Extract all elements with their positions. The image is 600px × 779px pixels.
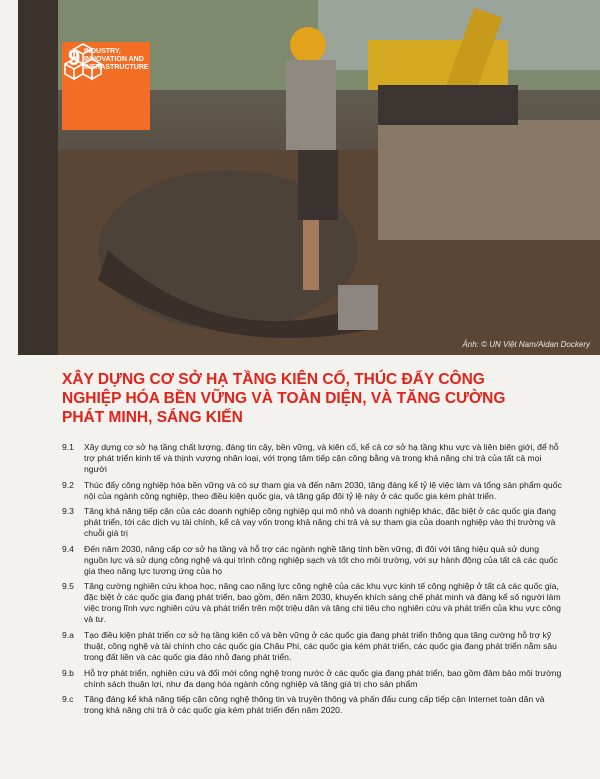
target-text: Tăng cường nghiên cứu khoa học, nâng cao năng lực công nghệ của các khu vực kinh tế công nghiệp ở tất cả các quốc gia, đặc biệt ở các quốc gia đang phát triển, bao gồm, đến năm 2030, khuyến khích sáng chế phát minh và đáng kể số người làm việc trong lĩnh vực nghiên cứu và phát triển trên một triệu dân và tăng chi tiêu cho nghiên cứu và phát triển của khu vực công và tư. — [84, 581, 561, 625]
target-number: 9.2 — [62, 479, 74, 490]
target-text: Đến năm 2030, nâng cấp cơ sở hạ tầng và hỗ trợ các ngành nghề tăng tính bền vững, đi đôi với tăng hiệu quả sử dụng nguồn lực và sử dụng công nghệ và qui trình công nghiệp sạch và tốt cho môi trường, với sự hành động của tất cả các quốc gia theo năng lực tương ứng của họ — [84, 543, 558, 576]
header-photo — [18, 0, 600, 355]
target-text: Hỗ trợ phát triển, nghiên cứu và đổi mới công nghệ trong nước ở các quốc gia đang phát triển, bao gồm đảm bảo môi trường chính sách thuận lợi, như đa dạng hóa ngành công nghiệp và tăng giá trị cho sản phẩm — [84, 667, 562, 689]
list-item — [62, 694, 562, 716]
target-number: 9.4 — [62, 543, 74, 554]
list-item — [62, 668, 562, 690]
target-number: 9.1 — [62, 442, 74, 452]
list-item — [62, 544, 562, 577]
sdg-9-badge — [62, 42, 150, 130]
cubes-icon — [62, 42, 104, 84]
list-item — [62, 442, 562, 475]
list-item — [62, 630, 562, 663]
target-number: 9.5 — [62, 581, 74, 592]
page-title: XÂY DỰNG CƠ SỞ HẠ TẦNG KIÊN CỐ, THÚC ĐẨY CÔNG NGHIỆP HÓA BỀN VỮNG VÀ TOÀN DIỆN, VÀ TĂNG CƯỜNG PHÁT MINH, SÁNG KIẾN — [62, 371, 506, 426]
sdg-label: INDUSTRY, INNOVATION AND INFRASTRUCTURE — [84, 48, 149, 71]
sdg-number: 9 — [68, 45, 81, 70]
target-number: 9.a — [62, 629, 74, 640]
targets-list — [62, 442, 562, 721]
list-item — [62, 480, 562, 502]
target-number: 9.b — [62, 667, 74, 678]
target-text: Thúc đẩy công nghiệp hóa bền vững và có sự tham gia và đến năm 2030, tăng đáng kể tỷ lệ việc làm và tổng sản phẩm quốc nội của ngành công nghiệp, theo điều kiện quốc gia, và tăng gấp đôi tỷ lệ này ở các quốc gia kém phát triển. — [84, 479, 562, 501]
target-text: Xây dựng cơ sở hạ tầng chất lượng, đáng tin cậy, bền vững, và kiên cố, kể cả cơ sở hạ tầng khu vực và liên biên giới, để hỗ trợ phát triển kinh tế và thịnh vượng nhân loại, với trọng tâm tiếp cận công bằng và trong khả năng chi trả của tất cả mọi người — [84, 442, 559, 474]
target-text: Tăng đáng kể khả năng tiếp cận công nghệ thông tin và truyền thông và phấn đấu cung cấp tiếp cận Internet toàn dân và trong khả năng chi trả ở các quốc gia kém phát triển đến năm 2020. — [84, 694, 545, 716]
list-item — [62, 581, 562, 625]
photo-credit: Ảnh: © UN Việt Nam/Aidan Dockery — [462, 340, 590, 349]
target-text: Tạo điều kiện phát triển cơ sở hạ tầng kiên cố và bền vững ở các quốc gia đang phát triển thông qua tăng cường hỗ trợ kỹ thuật, công nghệ và tài chính cho các quốc gia Châu Phi, các quốc gia kém phát triển, các quốc gia đang phát triển nằm sâu trong đất liền và các quốc gia đảo nhỏ đang phát triển. — [84, 629, 557, 662]
target-text: Tăng khả năng tiếp cận của các doanh nghiệp công nghiệp qui mô nhỏ và doanh nghiệp khác, đặc biệt ở các quốc gia đang phát triển, tới các dịch vụ tài chính, kể cả vay vốn trong khả năng chi trả và sự tham gia của doanh nghiệp vào thị trường và chuỗi giá trị — [84, 506, 556, 539]
list-item — [62, 506, 562, 539]
target-number: 9.3 — [62, 506, 74, 517]
target-number: 9.c — [62, 694, 74, 705]
